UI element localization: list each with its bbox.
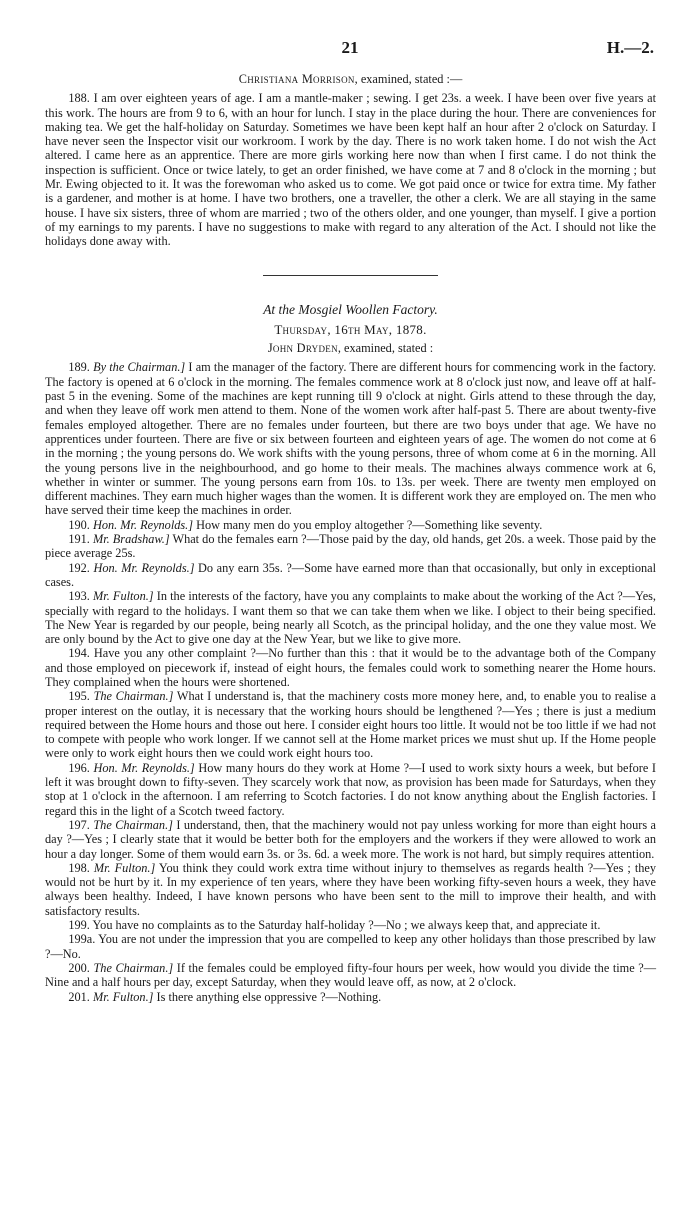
qa-paragraph <box>45 932 656 961</box>
speaker-label: Mr. Fulton.] <box>93 860 156 875</box>
section-date: Thursday, 16th May, 1878. <box>274 321 427 337</box>
question-answer-list <box>45 360 656 1003</box>
testimony-paragraph: 188. I am over eighteen years of age. I am a mantle-maker ; sewing. I get 23s. a week. I have been over five years at this work. The hours are from 9 to 6, with an hour for lunch. I stay in the place during the hour. There are conveniences for making tea. We get the half-holiday on Saturday. Sometimes we have been kept half an hour after 2 o'clock on Saturday. I have never seen the Inspector visit our workroom. I work by the day. There is no work taken home. I do not wish the Act altered. I came here as an apprentice. There are more girls working here now than when I first came. I do not think the inspection is sufficient. Once or twice lately, to get an order finished, we have come at 7 and 8 o'clock in the morning ; but Mr. Ewing objected to it. It was the forewoman who asked us to come. We got paid once or twice for extra time. My father is a gardener, and mother is at home. I have two brothers, one a traveller, the other a clerk. We are all staying in the same house. I have six sisters, three of whom are married ; two of the others older, and one younger, than myself. I give a portion of my earnings to my parents. I have no suggestions to make with regard to any alteration of the Act. I should not like the holidays done away with. <box>45 91 656 249</box>
speaker-label: Hon. Mr. Reynolds.] <box>93 760 195 775</box>
question-number: 199. <box>68 918 90 933</box>
qa-text: Is there anything else oppressive ?—Nothing. <box>156 989 382 1004</box>
witness-name: John Dryden <box>267 341 338 356</box>
question-number: 194. <box>68 646 90 661</box>
qa-paragraph <box>45 360 656 517</box>
speaker-label: Hon. Mr. Reynolds.] <box>92 517 194 532</box>
question-number: 201. <box>68 989 90 1004</box>
qa-text: I am the manager of the factory. There are different hours for commencing work in the factory. The factory is opened at 6 o'clock in the morning. The females commence work at 8 o'clock just now, and leave off at half-past 5 in the evening. Some of the machines are kept running till 9 o'clock at night. Girls attend to these through the day, and when they leave off work men attend to them. None of the women work after half-past 5. There are about twenty-five females employed altogether. There are no females under fourteen, but there are two boys under that age. We have no apprentices under fourteen. There are five or six between fourteen and eighteen years of age. The women do not come at 6 in the morning ; the young persons do. We work shifts with the young persons, three of whom come at 6 in the morning. All the young persons live in the neighbourhood, and go home to their meals. The machines always commence work at 6, whether in winter or summer. The young persons earn from 10s. to 13s. per week. There are twenty men employed on different machines. They earn much higher wages than the women. It is different work they are employed on. The men who have served their time keep the machines in order. <box>45 360 657 518</box>
speaker-label: The Chairman.] <box>93 817 173 832</box>
qa-paragraph <box>45 689 656 760</box>
question-number: 199a. <box>68 932 96 947</box>
witness-suffix: , examined, stated :— <box>354 72 463 86</box>
question-number: 198. <box>68 860 90 875</box>
document-body <box>45 72 656 1004</box>
witness-heading-1 <box>45 72 656 86</box>
witness-suffix: , examined, stated : <box>337 341 434 356</box>
qa-paragraph <box>45 589 656 646</box>
question-number: 193. <box>68 589 90 604</box>
speaker-label: Mr. Fulton.] <box>92 989 154 1004</box>
qa-paragraph <box>45 990 656 1004</box>
speaker-label: Mr. Fulton.] <box>93 589 154 604</box>
document-code: H.—2. <box>606 38 654 57</box>
qa-paragraph <box>45 561 656 590</box>
qa-paragraph <box>45 818 656 861</box>
speaker-label: The Chairman.] <box>93 960 174 975</box>
qa-text: How many men do you employ altogether ?—Something like seventy. <box>196 517 543 532</box>
speaker-label: Mr. Bradshaw.] <box>92 532 170 547</box>
qa-text: How many hours do they work at Home ?—I used to work sixty hours a week, but before I left it was brought down to fifty-seven. They scarcely work that now, as provision has been made for Saturdays, when they stop at 1 o'clock in the afternoon. I am referring to Scotch factories. I do not know anything about the English factories. I regard this in the light of a Scotch tweed factory. <box>45 760 657 818</box>
qa-text: You are not under the impression that you are compelled to keep any other holidays than those prescribed by law ?—No. <box>45 932 657 961</box>
speaker-label: The Chairman.] <box>93 689 174 704</box>
qa-text: Have you any other complaint ?—No further than this : that it would be to the advantage both of the Company and those employed on piecework if, instead of eight hours, the females could work to something nearer the Home hours. They complained when the hours were shortened. <box>45 646 656 689</box>
speaker-label: Hon. Mr. Reynolds.] <box>93 560 195 575</box>
qa-paragraph <box>45 532 656 561</box>
qa-paragraph <box>45 861 656 918</box>
qa-paragraph <box>45 518 656 532</box>
page-number: 21 <box>341 38 359 57</box>
qa-paragraph <box>45 961 656 990</box>
qa-paragraph <box>45 761 656 818</box>
speaker-label: By the Chairman.] <box>93 360 186 375</box>
witness-name: Christiana Morrison <box>238 72 355 86</box>
question-number: 195. <box>68 689 90 704</box>
section-title: At the Mosgiel Woollen Factory. <box>263 301 438 317</box>
qa-text: Do any earn 35s. ?—Some have earned more than that occasionally, but only in exceptional cases. <box>45 560 657 589</box>
qa-text: If the females could be employed fifty-four hours per week, how would you divide the time ?—Nine and a half hours per day, except Saturday, when they would leave off, as now, at 2 o'clock. <box>45 960 657 990</box>
question-number: 200. <box>68 960 90 975</box>
question-number: 190. <box>68 517 90 532</box>
qa-text: In the interests of the factory, have you any complaints to make about the working of the Act ?—Yes, specially with regard to the holidays. I want them so that we can take them when we like. I object to their being specified. The New Year is regarded by our people, being nearly all Scotch, as the principal holiday, and the one they value most. We are only bound by the Act to give one day at the New Year, but we like to give more. <box>45 589 657 647</box>
qa-text: What do the females earn ?—Those paid by the day, old hands, get 20s. a week. Those paid by the piece average 25s. <box>45 532 657 561</box>
section-divider <box>263 275 438 276</box>
question-number: 197. <box>68 817 90 832</box>
question-number: 189. <box>68 360 90 375</box>
qa-text: What I understand is, that the machinery costs more money here, and, to enable you to realise a proper interest on the outlay, it is necessary that the working hours should be lengthened ?—Yes ; there is just a medium required between the Home hours and those out here. I consider eight hours too little. It would not be too little if we had not to compete with people who work longer. If we cannot sell at the Home market prices we must shut up. If the Home people were only to work eight hours then we could work eight hours too. <box>45 689 656 761</box>
qa-paragraph <box>45 918 656 932</box>
qa-text: I understand, then, that the machinery would not pay unless working for more than eight hours a day ?—Yes ; I clearly state that it would be better both for the employers and the workers if they were allowed to work an hour a day longer. Some of them would earn 3s. or 3s. 6d. a week more. The work is not hard, but simply requires attention. <box>45 817 656 861</box>
qa-paragraph <box>45 646 656 689</box>
question-number: 191. <box>68 532 90 547</box>
qa-text: You have no complaints as to the Saturday half-holiday ?—No ; we always keep that, and appreciate it. <box>92 918 601 933</box>
question-number: 196. <box>68 760 90 775</box>
qa-text: You think they could work extra time without injury to themselves as regards health ?—Yes ; they would not be hurt by it. In my experience of ten years, where they have been working fifty-seven hours a week, they have always been healthy. Indeed, I have known persons who have been sent to the mill to improve their health, and with satisfactory results. <box>45 860 656 918</box>
question-number: 192. <box>68 560 90 575</box>
witness-heading-2 <box>45 341 656 355</box>
